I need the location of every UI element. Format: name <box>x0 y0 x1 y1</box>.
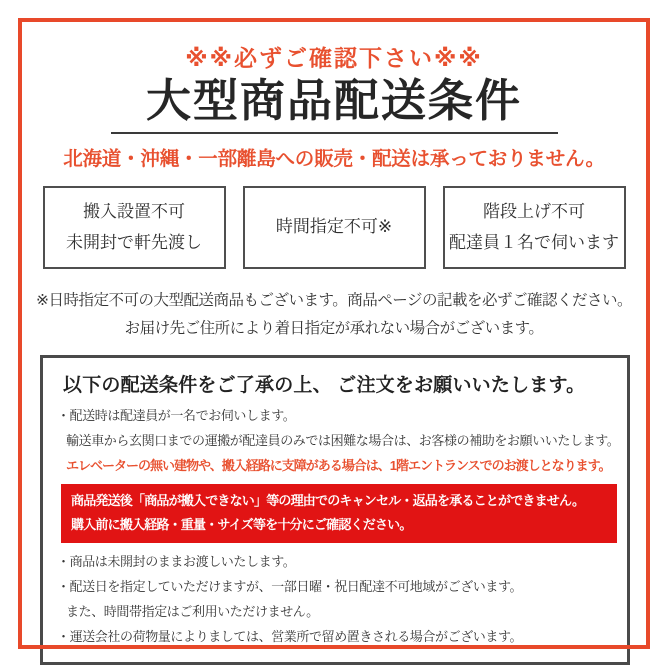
condition-box-no-stair-carry <box>443 186 626 269</box>
delivery-conditions-panel <box>40 355 630 665</box>
condition-box-line: 搬入設置不可 <box>83 202 185 222</box>
panel-note-item: 輸送車から玄関口までの運搬が配達員のみでは困難な場合は、お客様の補助をお願いいたします。 <box>66 433 620 449</box>
date-designation-note <box>0 287 668 342</box>
panel-note-item: ・配送時は配達員が一名でお伺いします。 <box>57 408 296 424</box>
condition-boxes-row <box>0 186 668 269</box>
condition-box-no-time-designation <box>243 186 426 269</box>
condition-box-line: 時間指定不可※ <box>275 217 393 237</box>
date-designation-note-line2: お届け先ご住所により着日指定が承れない場合がございます。 <box>124 319 544 337</box>
alert-line2: 購入前に搬入経路・重量・サイズ等を十分にご確認ください。 <box>71 517 412 533</box>
date-designation-note-line1: ※日時指定不可の大型配送商品もございます。商品ページの記載を必ずご確認ください。 <box>36 292 632 310</box>
cancel-policy-alert-banner <box>61 484 617 543</box>
alert-line1: 商品発送後「商品が搬入できない」等の理由でのキャンセル・返品を承ることができません。 <box>71 493 585 509</box>
poster-title: 大型商品配送条件 <box>145 75 522 127</box>
panel-note-item: ・配送日を指定していただけますが、一部日曜・祝日配達不可地域がございます。 <box>57 579 523 595</box>
region-restriction-note: 北海道・沖縄・一部離島への販売・配送は承っておりません。 <box>63 147 605 170</box>
panel-note-item-elevator-warning: エレベーターの無い建物や、搬入経路に支障がある場合は、1階エントランスでのお渡しとなります。 <box>66 458 611 474</box>
condition-box-line: 階段上げ不可 <box>483 202 585 222</box>
panel-note-item: ・運送会社の荷物量によりましては、営業所で留め置きされる場合がございます。 <box>57 629 523 645</box>
top-attention-note: ※※必ずご確認下さい※※ <box>185 45 483 71</box>
condition-box-no-installation <box>43 186 226 269</box>
condition-box-line: 未開封で軒先渡し <box>66 232 202 252</box>
panel-note-item: また、時間帯指定はご利用いただけません。 <box>66 604 319 620</box>
panel-note-item: ・商品は未開封のままお渡しいたします。 <box>57 554 296 570</box>
condition-box-line: 配達員１名で伺います <box>449 232 619 252</box>
panel-heading: 以下の配送条件をご了承の上、 ご注文をお願いいたします。 <box>63 375 586 397</box>
title-underline <box>111 132 558 134</box>
